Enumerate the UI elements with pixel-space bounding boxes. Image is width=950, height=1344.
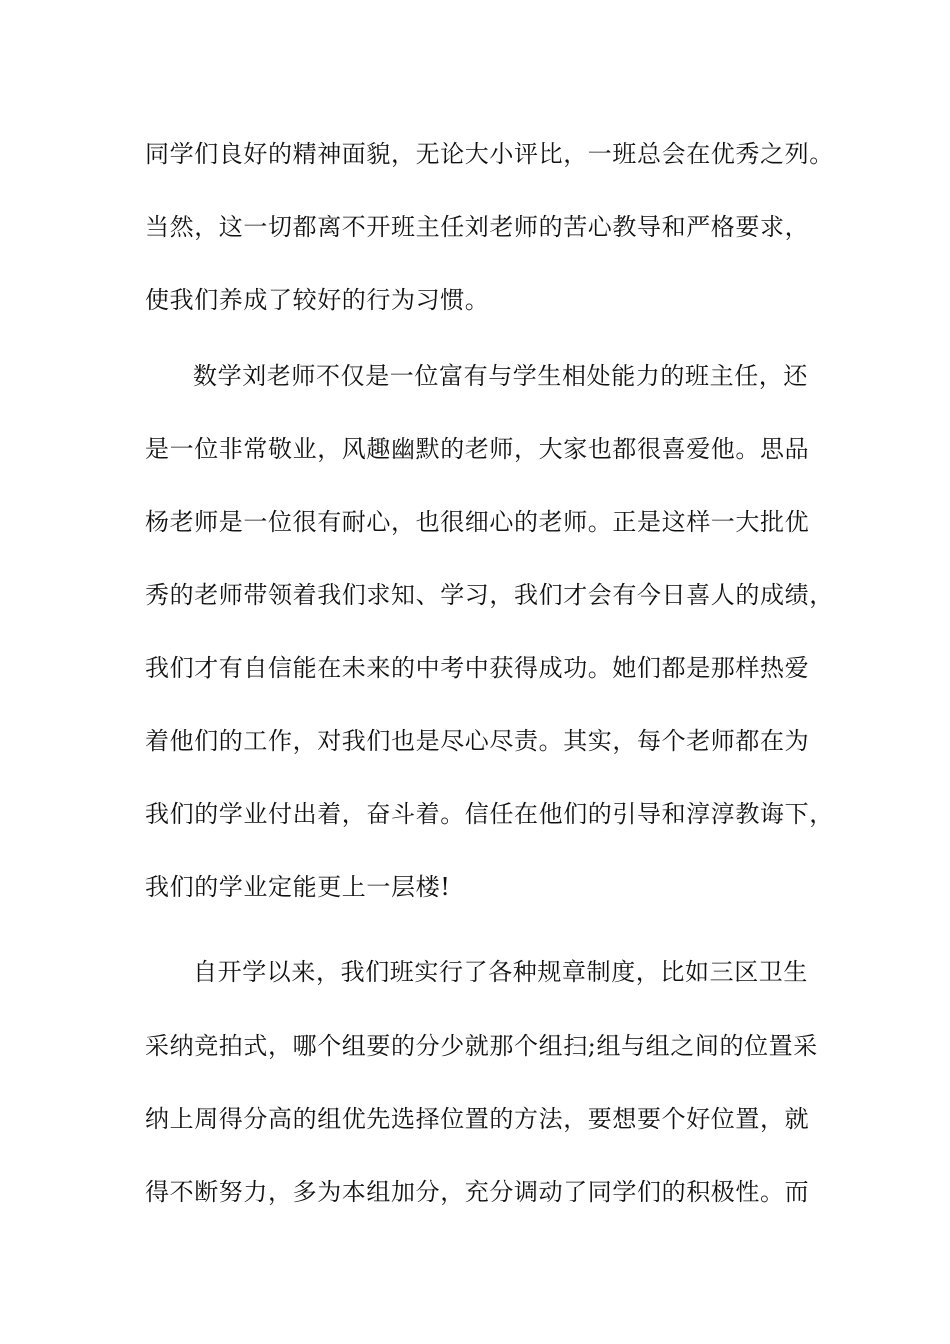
text-line: 我们才有自信能在未来的中考中获得成功。她们都是那样热爱 <box>145 654 810 682</box>
text-line: 同学们良好的精神面貌，无论大小评比，一班总会在优秀之列。 <box>145 140 834 168</box>
text-line: 我们的学业定能更上一层楼! <box>145 873 451 901</box>
text-line: 着他们的工作，对我们也是尽心尽责。其实，每个老师都在为 <box>145 727 810 755</box>
text-line: 当然，这一切都离不开班主任刘老师的苦心教导和严格要求， <box>145 213 810 241</box>
text-line: 使我们养成了较好的行为习惯。 <box>145 286 490 314</box>
text-line: 我们的学业付出着，奋斗着。信任在他们的引导和淳淳教诲下， <box>145 800 834 828</box>
text-line: 采纳竞拍式，哪个组要的分少就那个组扫;组与组之间的位置采 <box>145 1032 818 1060</box>
text-line: 纳上周得分高的组优先选择位置的方法，要想要个好位置，就 <box>145 1105 810 1133</box>
paragraph-start-line: 自开学以来，我们班实行了各种规章制度，比如三区卫生 <box>193 958 808 986</box>
text-line: 是一位非常敬业，风趣幽默的老师，大家也都很喜爱他。思品 <box>145 435 810 463</box>
text-line: 杨老师是一位很有耐心，也很细心的老师。正是这样一大批优 <box>145 508 810 536</box>
text-line: 秀的老师带领着我们求知、学习，我们才会有今日喜人的成绩， <box>145 581 834 609</box>
text-line: 得不断努力，多为本组加分，充分调动了同学们的积极性。而 <box>145 1178 810 1206</box>
paragraph-start-line: 数学刘老师不仅是一位富有与学生相处能力的班主任，还 <box>193 362 808 390</box>
